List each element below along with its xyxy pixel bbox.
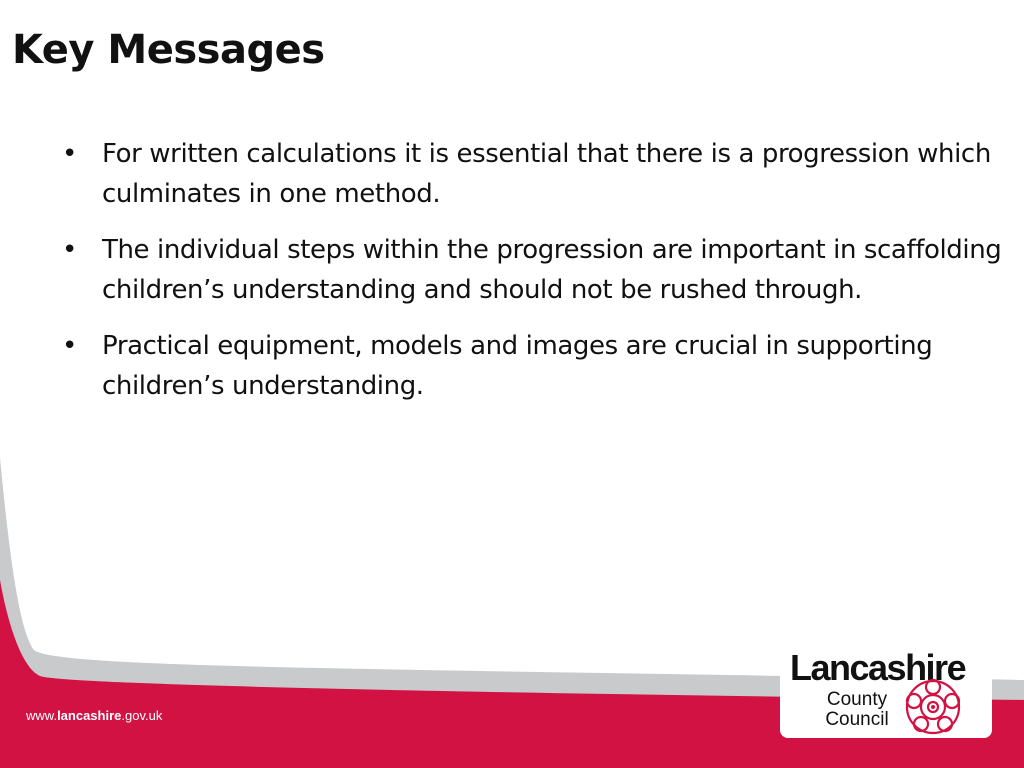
- slide-title: Key Messages: [12, 27, 325, 73]
- bullet-marker: •: [62, 139, 77, 169]
- bullet-marker: •: [62, 235, 77, 265]
- logo-county-text: County: [826, 689, 888, 710]
- url-prefix: www.: [26, 708, 58, 723]
- bullet-text: The individual steps within the progression are important in scaffolding children’s understanding and should not be rushed through.: [102, 235, 1002, 305]
- logo-council-text: Council: [825, 709, 889, 730]
- bullet-item: [60, 230, 1005, 310]
- red-rose-icon: [904, 678, 962, 736]
- logo-wordmark: Lancashire: [790, 647, 966, 688]
- bullet-text: Practical equipment, models and images are crucial in supporting children’s understanding.: [102, 331, 933, 401]
- bullet-list: [60, 134, 1005, 422]
- lancashire-county-council-logo: [780, 642, 992, 738]
- bullet-item: [60, 326, 1005, 406]
- bullet-marker: •: [62, 331, 77, 361]
- url-bold: lancashire: [57, 708, 122, 723]
- footer-url: [26, 708, 162, 723]
- bullet-text: For written calculations it is essential that there is a progression which culminates in one method.: [102, 139, 991, 209]
- bullet-item: [60, 134, 1005, 214]
- url-suffix: .gov.uk: [121, 708, 163, 723]
